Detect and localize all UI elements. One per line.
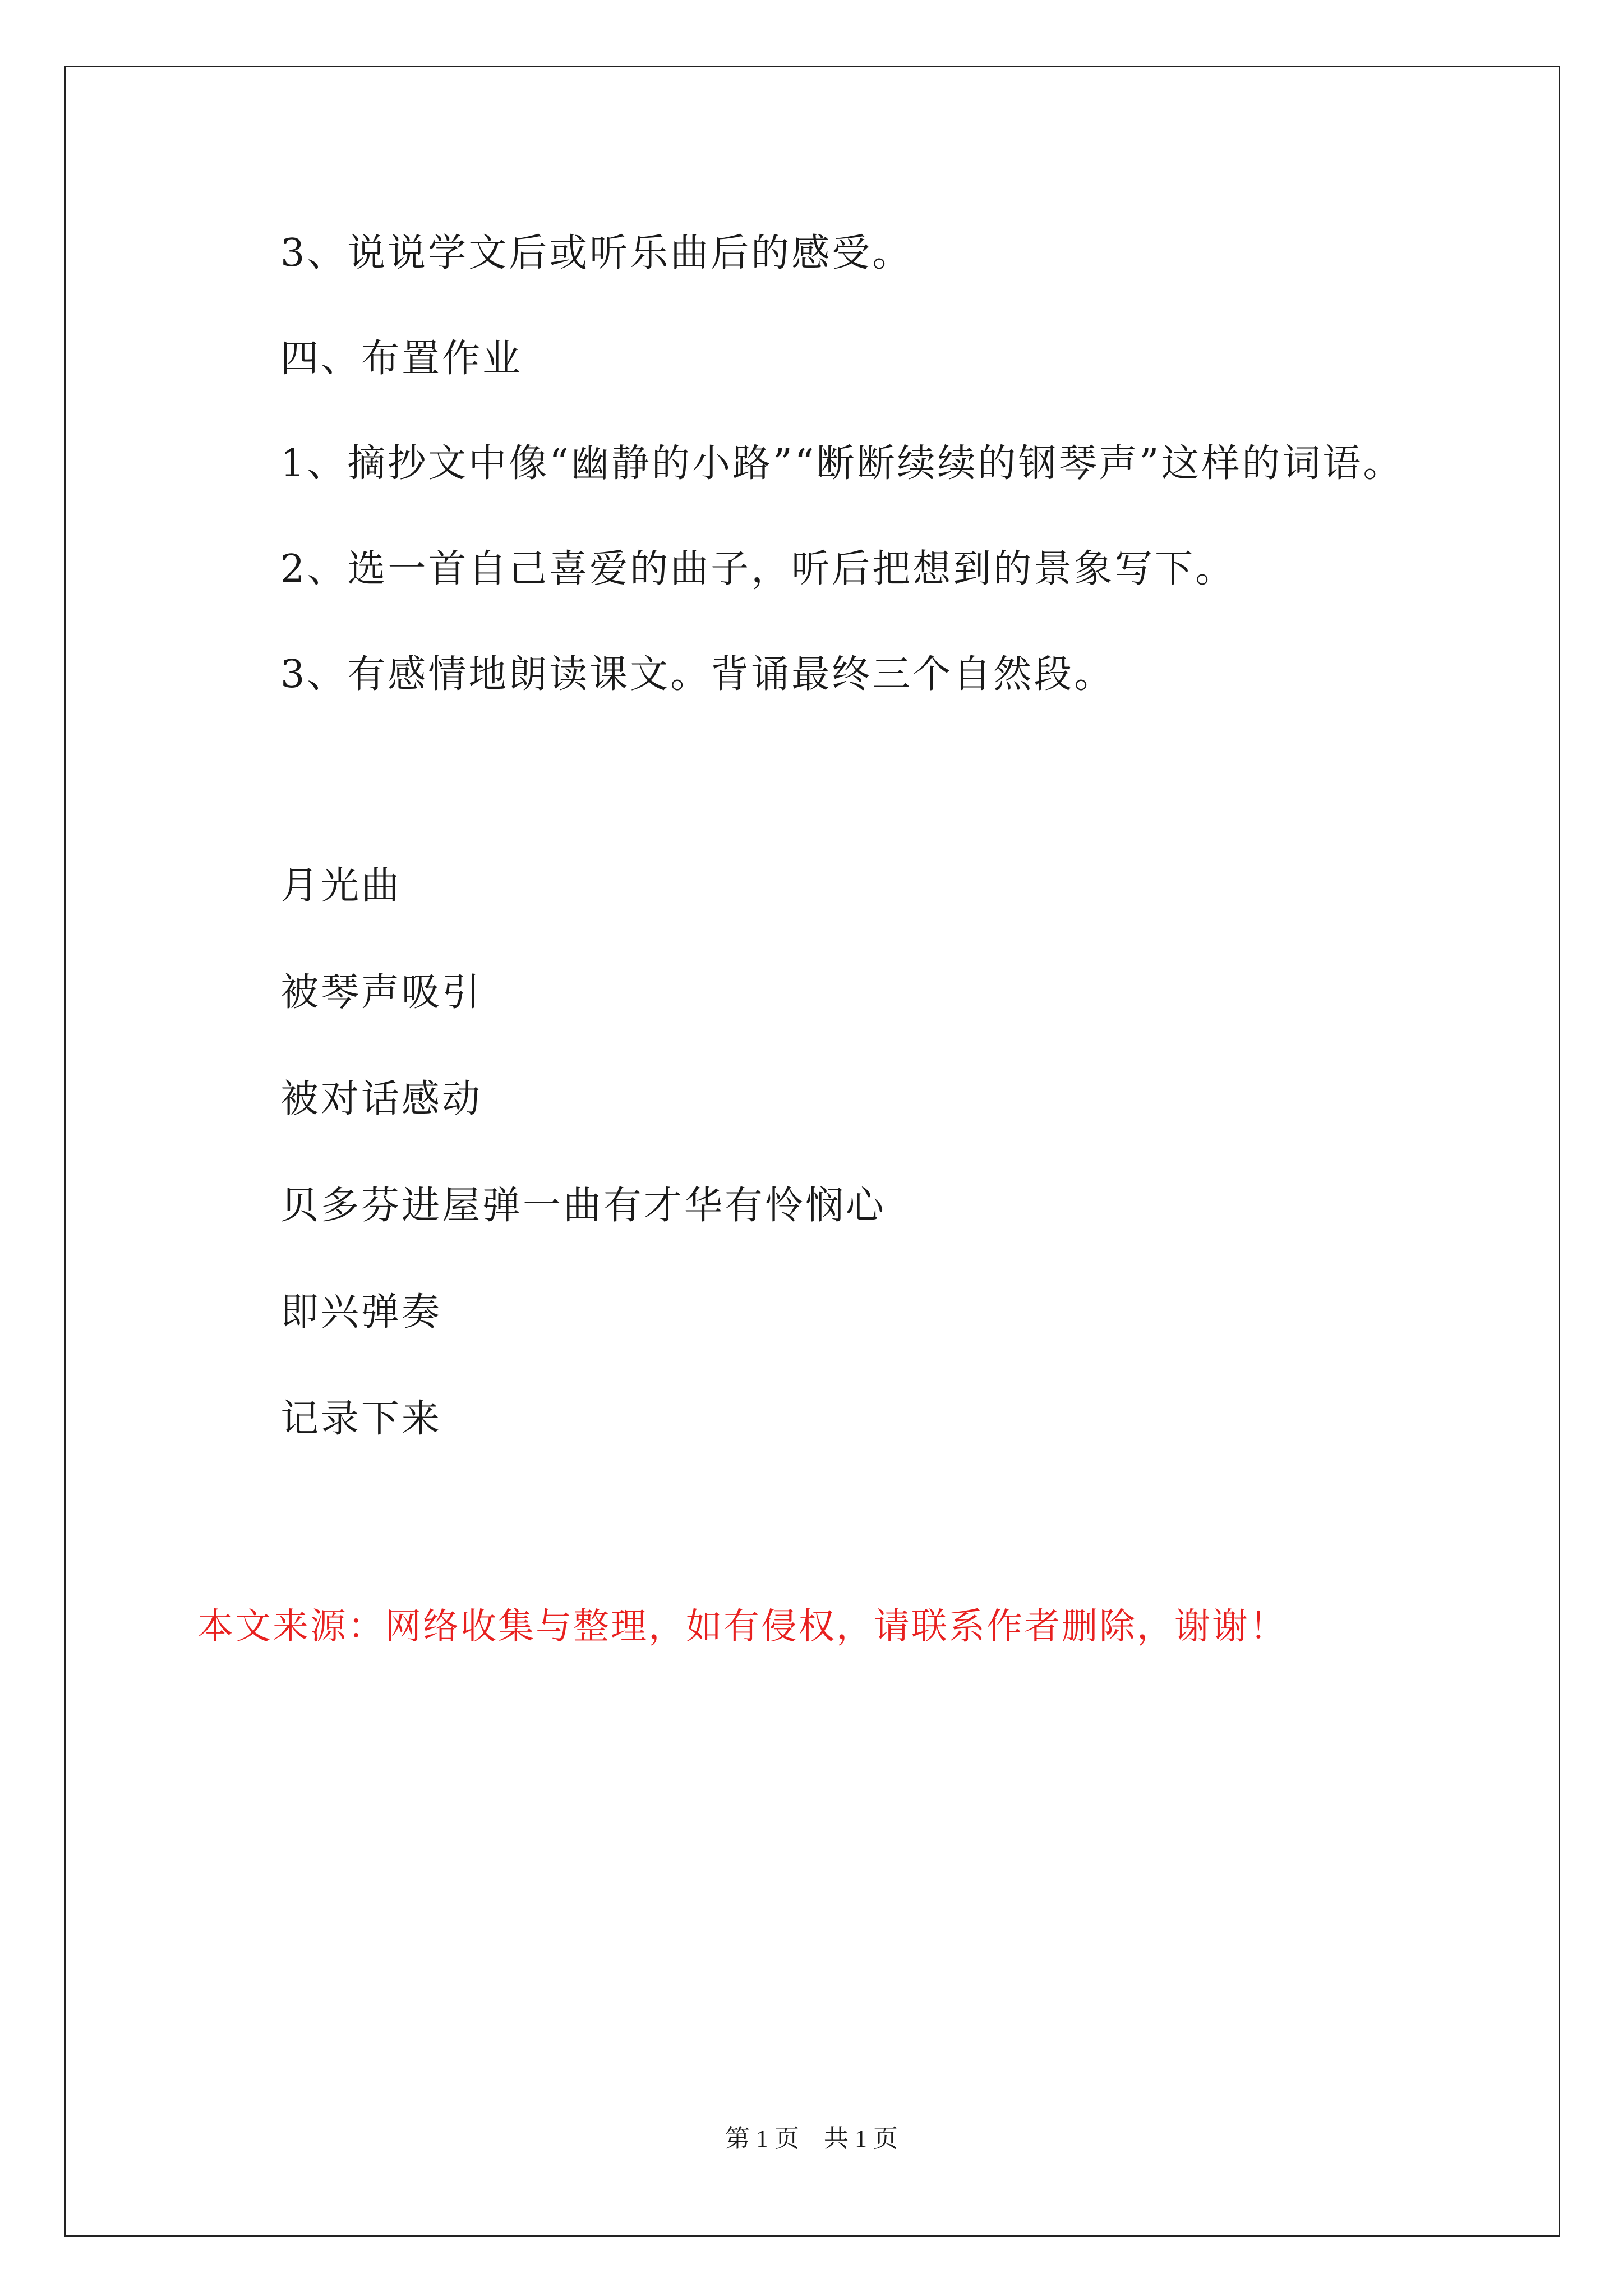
section-heading-homework: 四、布置作业 [280,337,523,381]
homework-item-3: 3、有感情地朗读课文。背诵最终三个自然段。 [280,652,1115,697]
homework-item-2: 2、选一首自己喜爱的曲子，听后把想到的景象写下。 [280,547,1236,591]
homework-item-1: 1、摘抄文中像“幽静的小路”“断断续续的钢琴声”这样的词语。 [280,441,1404,486]
outline-title: 月光曲 [280,864,402,908]
page-border [64,66,1560,2237]
outline-item: 被琴声吸引 [280,970,483,1015]
text-line-feeling: 3、说说学文后或听乐曲后的感受。 [280,231,913,275]
outline-item: 被对话感动 [280,1077,483,1121]
outline-item: 贝多芬进屋弹一曲有才华有怜悯心 [280,1184,887,1228]
copyright-notice: 本文来源：网络收集与整理，如有侵权，请联系作者删除，谢谢！ [197,1606,1287,1648]
outline-item: 即兴弹奏 [280,1290,442,1335]
page-number-footer: 第 1 页 共 1 页 [725,2125,898,2152]
outline-item: 记录下来 [280,1397,442,1441]
